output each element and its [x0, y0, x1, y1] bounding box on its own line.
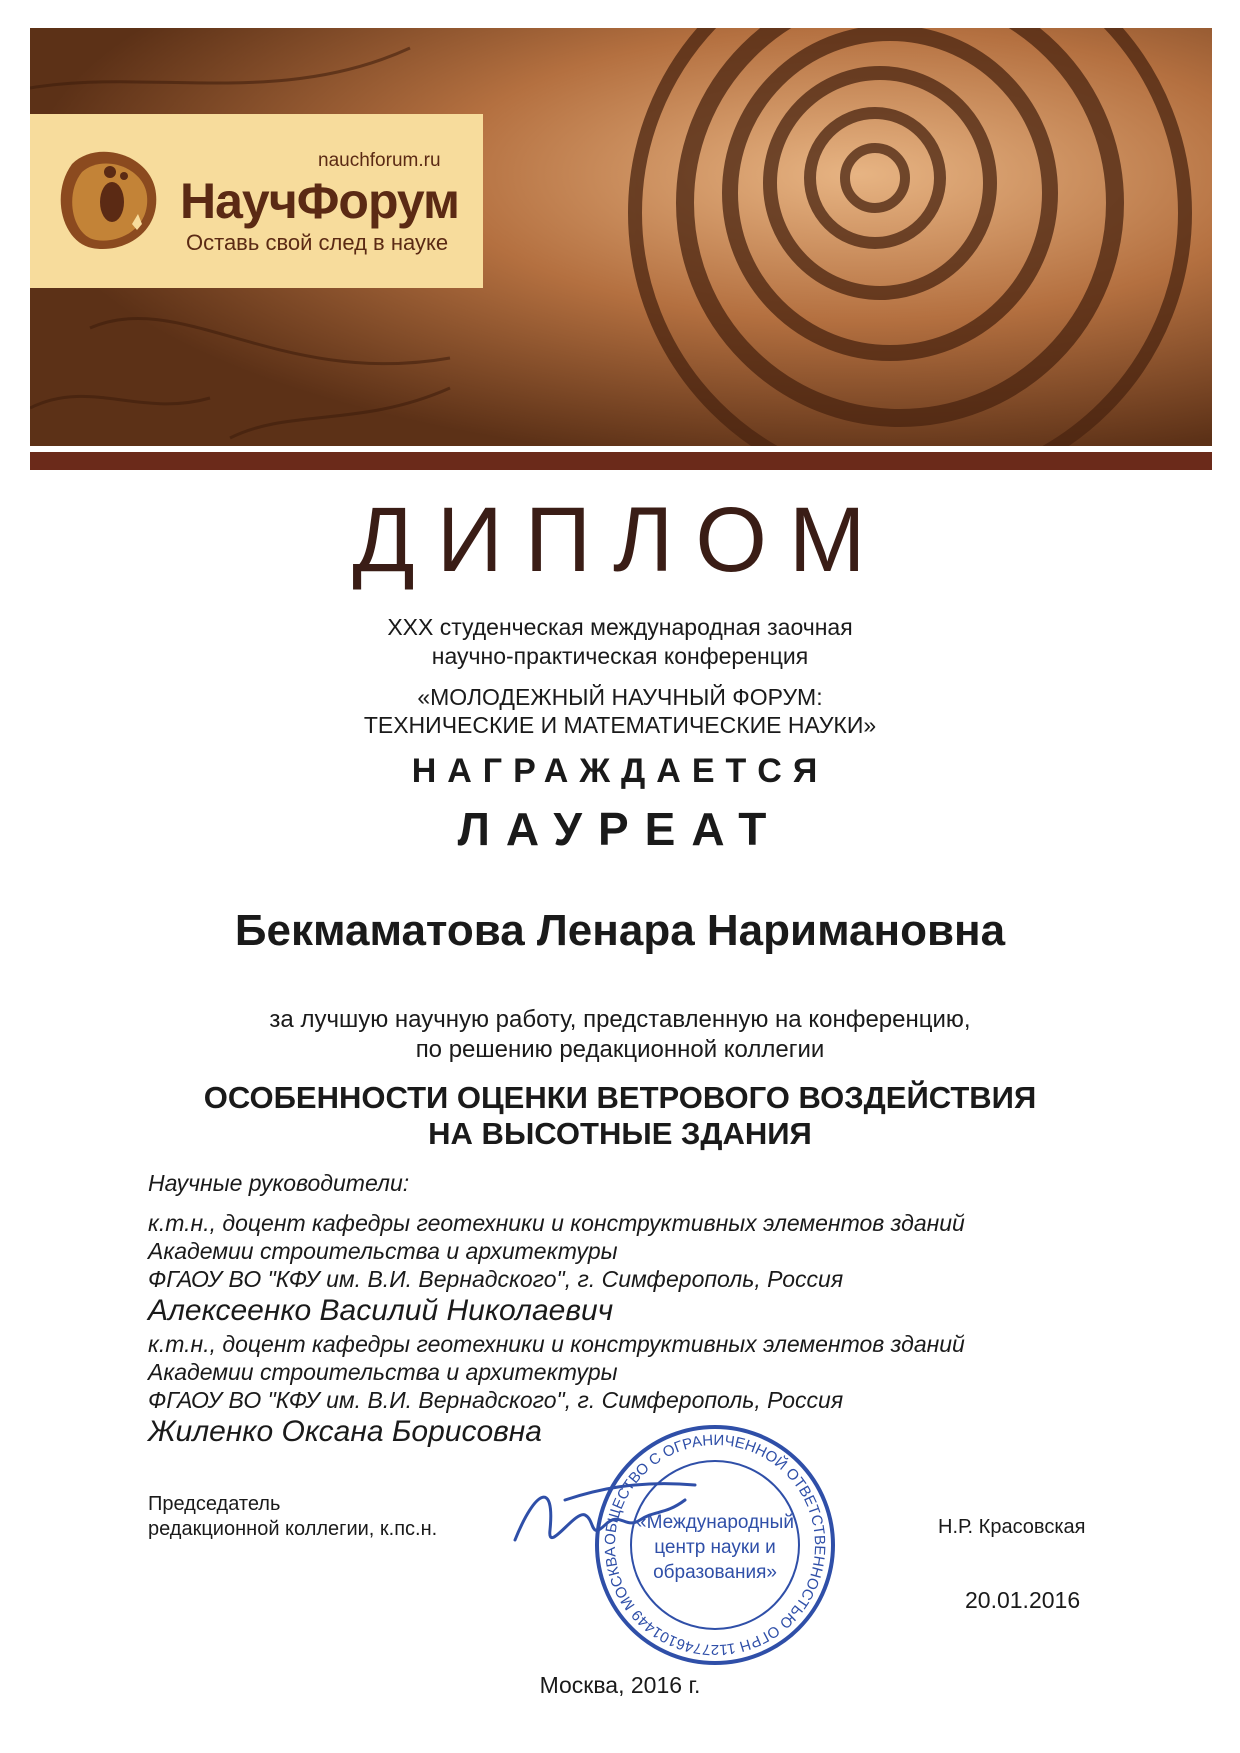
logo-block — [30, 114, 483, 288]
supervisor-2-name: Жиленко Оксана Борисовна — [148, 1415, 542, 1448]
supervisor-1-position: к.т.н., доцент кафедры геотехники и конструктивных элементов зданий — [148, 1210, 965, 1236]
chair-title — [148, 1492, 437, 1542]
supervisor-1-university: ФГАОУ ВО "КФУ им. В.И. Вернадского", г. Симферополь, Россия — [148, 1266, 844, 1292]
conference-line-4: ТЕХНИЧЕСКИЕ И МАТЕМАТИЧЕСКИЕ НАУКИ» — [363, 712, 877, 738]
conference-line-1: XXX студенческая международная заочная — [387, 614, 853, 640]
rank-heading: ЛАУРЕАТ — [457, 803, 783, 855]
footer-place-year: Москва, 2016 г. — [539, 1672, 701, 1698]
topic-line-2: НА ВЫСОТНЫЕ ЗДАНИЯ — [428, 1116, 812, 1151]
stamp-line-3: образования» — [653, 1562, 777, 1583]
signer-name: Н.Р. Красовская — [938, 1516, 1086, 1538]
supervisors-label: Научные руководители: — [148, 1170, 410, 1196]
stamp-line-2: центр науки и — [654, 1537, 776, 1558]
signature-image — [505, 1470, 705, 1570]
logo-name: НаучФорум — [180, 173, 459, 229]
awarded-heading: НАГРАЖДАЕТСЯ — [411, 752, 829, 790]
stamp-line-1: «Международный — [636, 1512, 794, 1533]
brand-divider-bar — [30, 452, 1212, 470]
supervisor-2-position: к.т.н., доцент кафедры геотехники и конструктивных элементов зданий — [148, 1331, 965, 1357]
supervisor-1-academy: Академии строительства и архитектуры — [148, 1238, 618, 1264]
conference-line-2: научно-практическая конференция — [431, 643, 809, 669]
topic-line-1: ОСОБЕННОСТИ ОЦЕНКИ ВЕТРОВОГО ВОЗДЕЙСТВИЯ — [203, 1080, 1037, 1115]
recipient-name: Бекмаматова Ленара Наримановна — [234, 906, 1006, 955]
chair-line-2: редакционной коллегии, к.пс.н. — [148, 1518, 438, 1540]
reason-line-1: за лучшую научную работу, представленную на конференцию, — [269, 1006, 971, 1033]
supervisor-1-name: Алексеенко Василий Николаевич — [148, 1294, 614, 1327]
diploma-title: ДИПЛОМ — [352, 489, 888, 591]
stamp-ring-text: ОБЩЕСТВО С ОГРАНИЧЕННОЙ ОТВЕТСТВЕННОСТЬЮ ОГРН 1127746101449 МОСКВА — [601, 1431, 829, 1659]
chair-line-1: Председатель — [148, 1493, 281, 1515]
conference-line-3: «МОЛОДЕЖНЫЙ НАУЧНЫЙ ФОРУМ: — [417, 684, 823, 710]
footprint-logo-icon — [52, 144, 164, 256]
supervisor-2-academy: Академии строительства и архитектуры — [148, 1359, 618, 1385]
supervisor-2-university: ФГАОУ ВО "КФУ им. В.И. Вернадского", г. Симферополь, Россия — [148, 1387, 844, 1413]
logo-url: nauchforum.ru — [318, 150, 441, 171]
logo-slogan: Оставь свой след в науке — [186, 230, 449, 255]
reason-line-2: по решению редакционной коллегии — [415, 1036, 825, 1063]
issue-date: 20.01.2016 — [965, 1587, 1081, 1613]
